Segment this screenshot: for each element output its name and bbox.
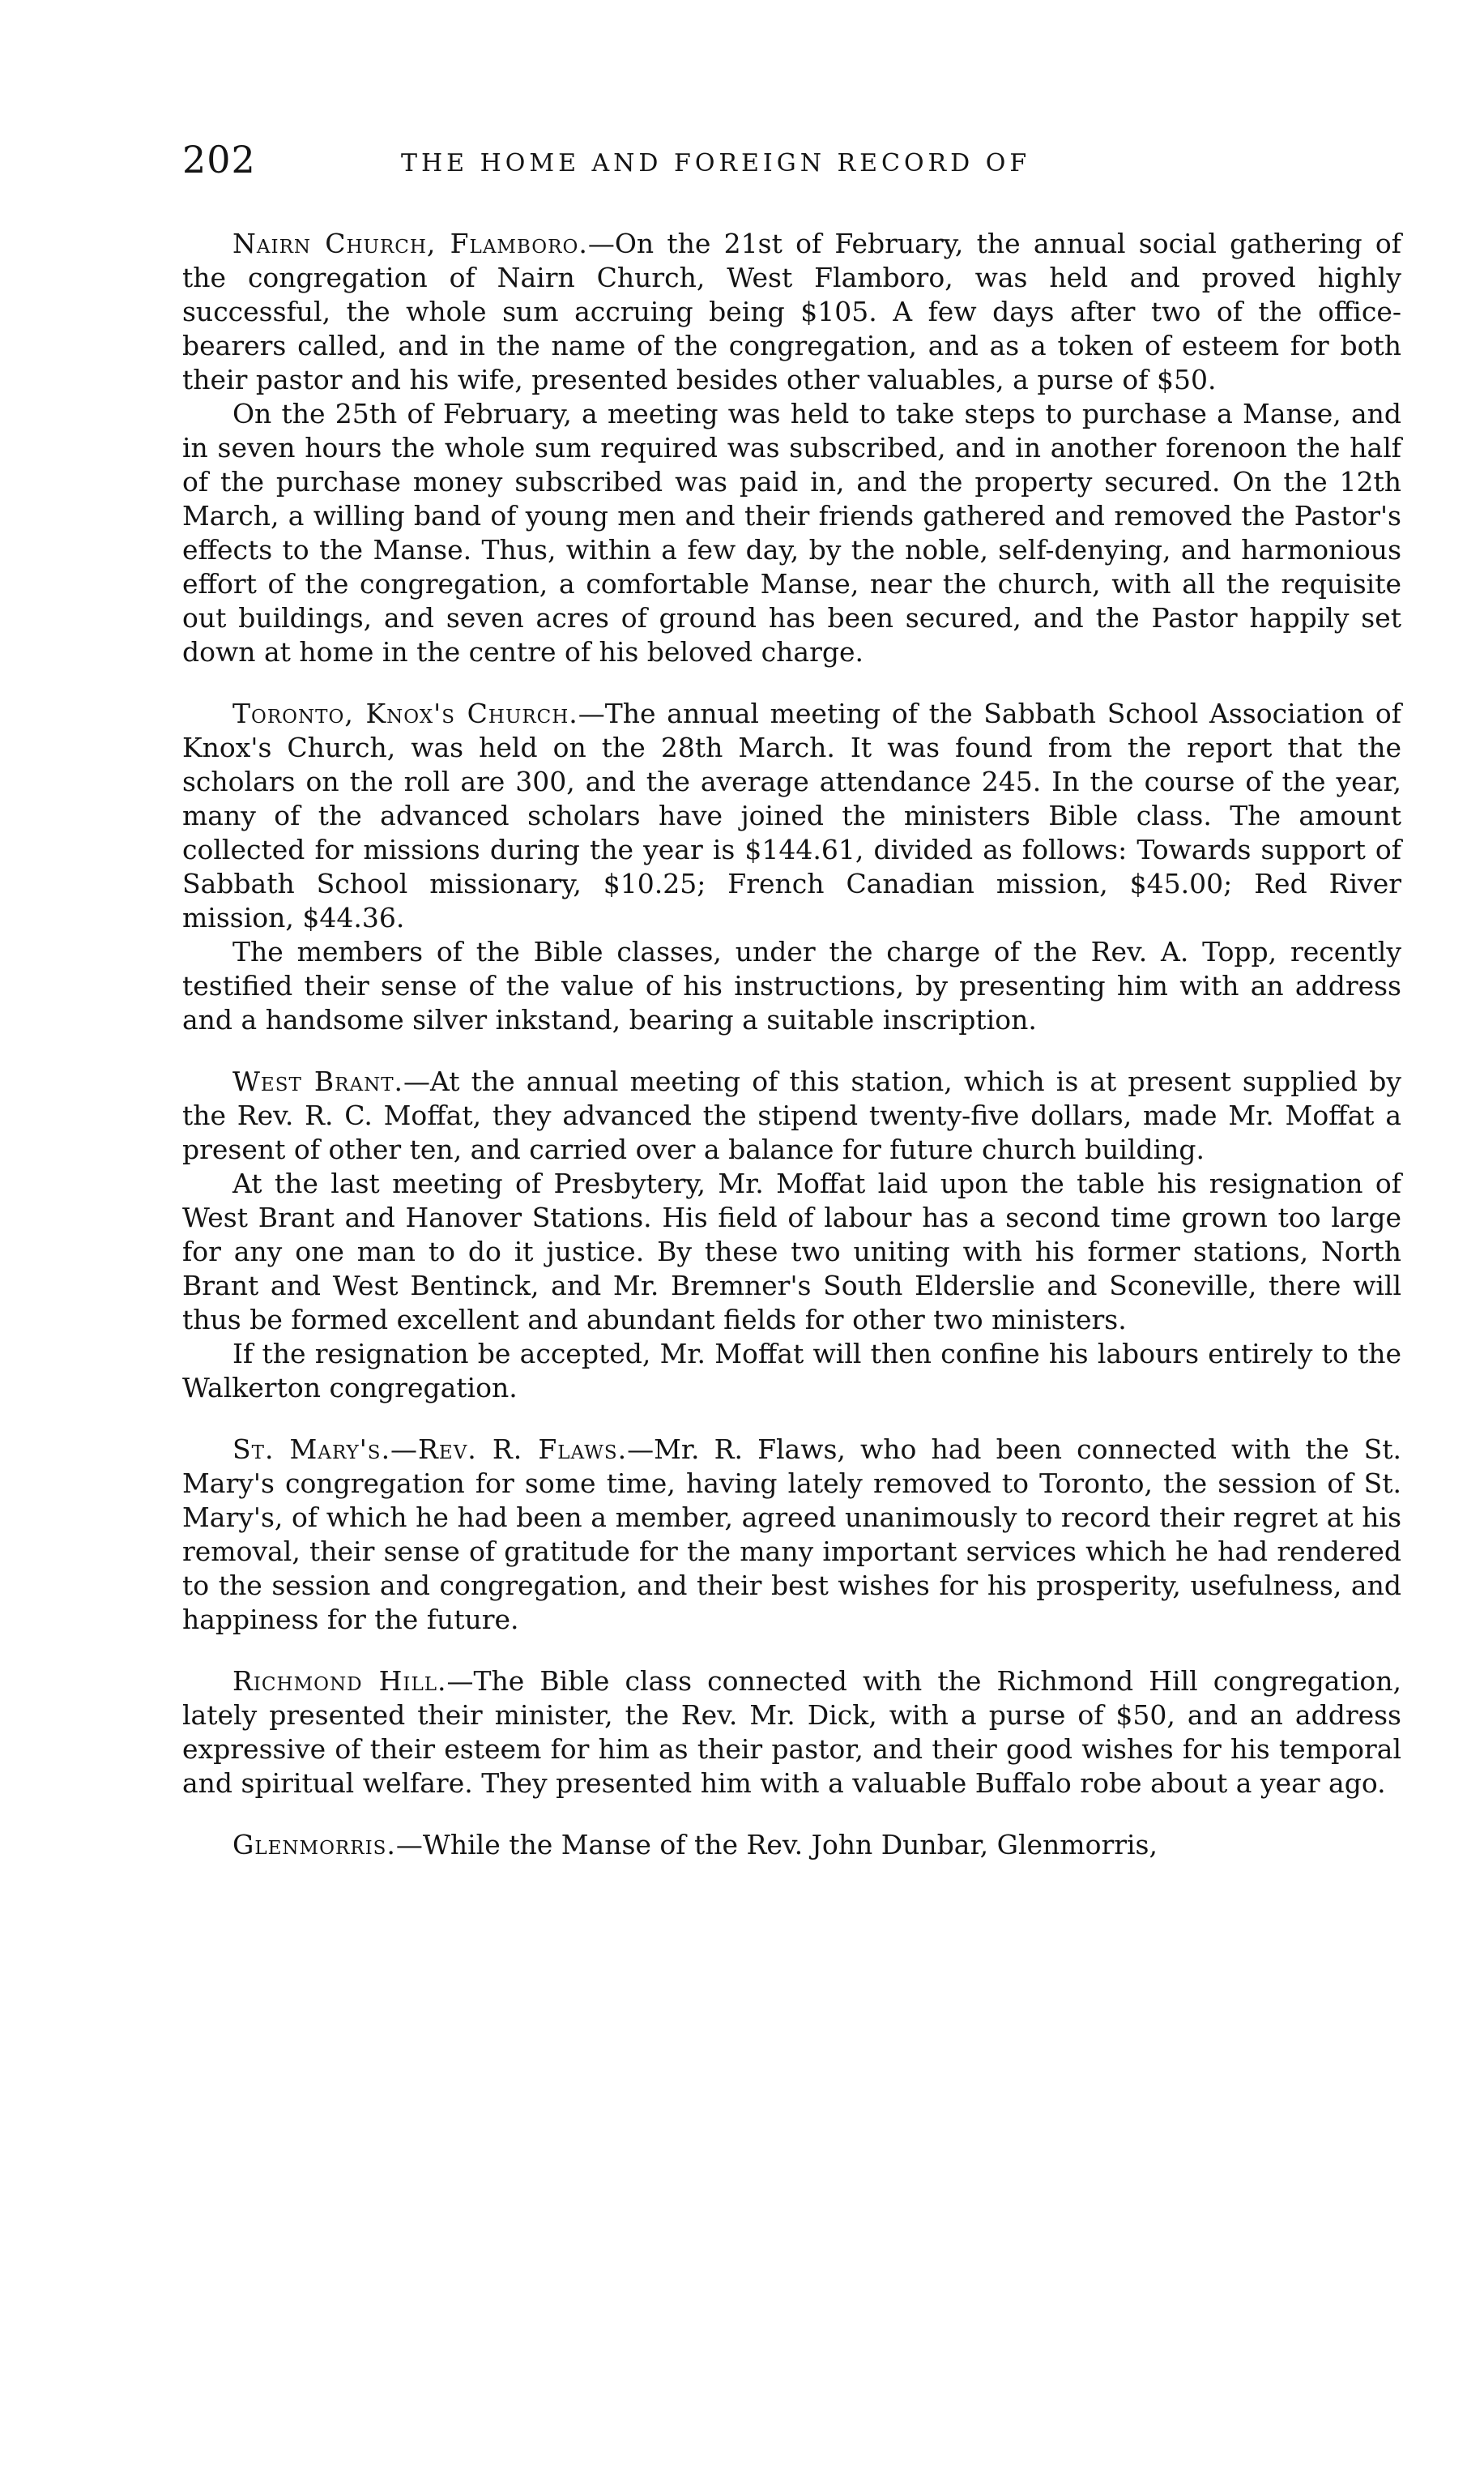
paragraph: At the last meeting of Presbytery, Mr. Moffat laid upon the table his resignation of West Brant and Hanover Stations. His field of labour has a second time grown too large for any one man to do it justice. By these two uniting with his former stations, North Brant and West Bentinck, and Mr. Bremner's South Elderslie and Sconeville, there will thus be formed excellent and abundant fields for other two ministers. [182, 1168, 1401, 1335]
section-heading: Nairn Church, Flamboro. [232, 228, 588, 259]
section-nairn-church [182, 227, 1401, 669]
paragraph [182, 1433, 1401, 1637]
section-st-marys [182, 1433, 1401, 1637]
section-heading: Toronto, Knox's Church. [232, 698, 578, 729]
section-glenmorris [182, 1828, 1401, 1862]
paragraph-text: —On the 21st of February, the annual social gathering of the congregation of Nairn Church, West Flamboro, was held and proved highly successful, the whole sum accruing being $105. A few days after two of the office-bearers called, and in the name of the congregation, and as a token of esteem for both their pastor and his wife, presented besides other valuables, a purse of $50. [182, 228, 1401, 395]
article-body [182, 227, 1401, 1862]
running-title: THE HOME AND FOREIGN RECORD OF [401, 149, 1031, 177]
paragraph [182, 1065, 1401, 1167]
section-west-brant [182, 1065, 1401, 1405]
section-toronto-knox [182, 697, 1401, 1037]
paragraph-text: —Mr. R. Flaws, who had been connected with the St. Mary's congregation for some time, having lately removed to Toronto, the session of St. Mary's, of which he had been a member, agreed unanimously to record their regret at his removal, their sense of gratitude for the many important services which he had rendered to the session and congregation, and their best wishes for his prosperity, usefulness, and happiness for the future. [182, 1433, 1401, 1635]
paragraph: The members of the Bible classes, under the charge of the Rev. A. Topp, recently testified their sense of the value of his instructions, by presenting him with an address and a handsome silver inkstand, bearing a suitable inscription. [182, 936, 1401, 1036]
section-heading: Richmond Hill. [232, 1665, 447, 1697]
paragraph [182, 1664, 1401, 1800]
paragraph: If the resignation be accepted, Mr. Moffat will then confine his labours entirely to the Walkerton congregation. [182, 1338, 1401, 1403]
section-heading: St. Mary's.—Rev. R. Flaws. [232, 1433, 628, 1465]
paragraph-text: —The annual meeting of the Sabbath School Association of Knox's Church, was held on the 28th March. It was found from the report that the scholars on the roll are 300, and the average attendance 245. In the course of the year, many of the advanced scholars have joined the ministers Bible class. The amount collected for missions during the year is $144.61, divided as follows: Towards support of Sabbath School missionary, $10.25; French Canadian mission, $45.00; Red River mission, $44.36. [182, 698, 1401, 933]
paragraph [182, 227, 1401, 397]
section-heading: West Brant. [232, 1066, 404, 1097]
section-heading: Glenmorris. [232, 1829, 396, 1860]
paragraph-text: —The Bible class connected with the Richmond Hill congregation, lately presented their minister, the Rev. Mr. Dick, with a purse of $50, and an address expressive of their esteem for him as their pastor, and their good wishes for his temporal and spiritual welfare. They presented him with a valuable Buffalo robe about a year ago. [182, 1665, 1401, 1799]
section-richmond-hill [182, 1664, 1401, 1800]
page-number: 202 [182, 138, 256, 182]
page-header [182, 138, 1401, 194]
paragraph-text: —At the annual meeting of this station, which is at present supplied by the Rev. R. C. Moffat, they advanced the stipend twenty-five dollars, made Mr. Moffat a present of other ten, and carried over a balance for future church building. [182, 1066, 1401, 1165]
paragraph: On the 25th of February, a meeting was held to take steps to purchase a Manse, and in seven hours the whole sum required was subscribed, and in another forenoon the half of the purchase money subscribed was paid in, and the property secured. On the 12th March, a willing band of young men and their friends gathered and removed the Pastor's effects to the Manse. Thus, within a few day, by the noble, self-denying, and harmonious effort of the congregation, a comfortable Manse, near the church, with all the requisite out buildings, and seven acres of ground has been secured, and the Pastor happily set down at home in the centre of his beloved charge. [182, 398, 1401, 668]
paragraph-text: —While the Manse of the Rev. John Dunbar, Glenmorris, [395, 1829, 1158, 1860]
paragraph [182, 1828, 1401, 1862]
paragraph [182, 697, 1401, 935]
document-page [182, 138, 1401, 1890]
